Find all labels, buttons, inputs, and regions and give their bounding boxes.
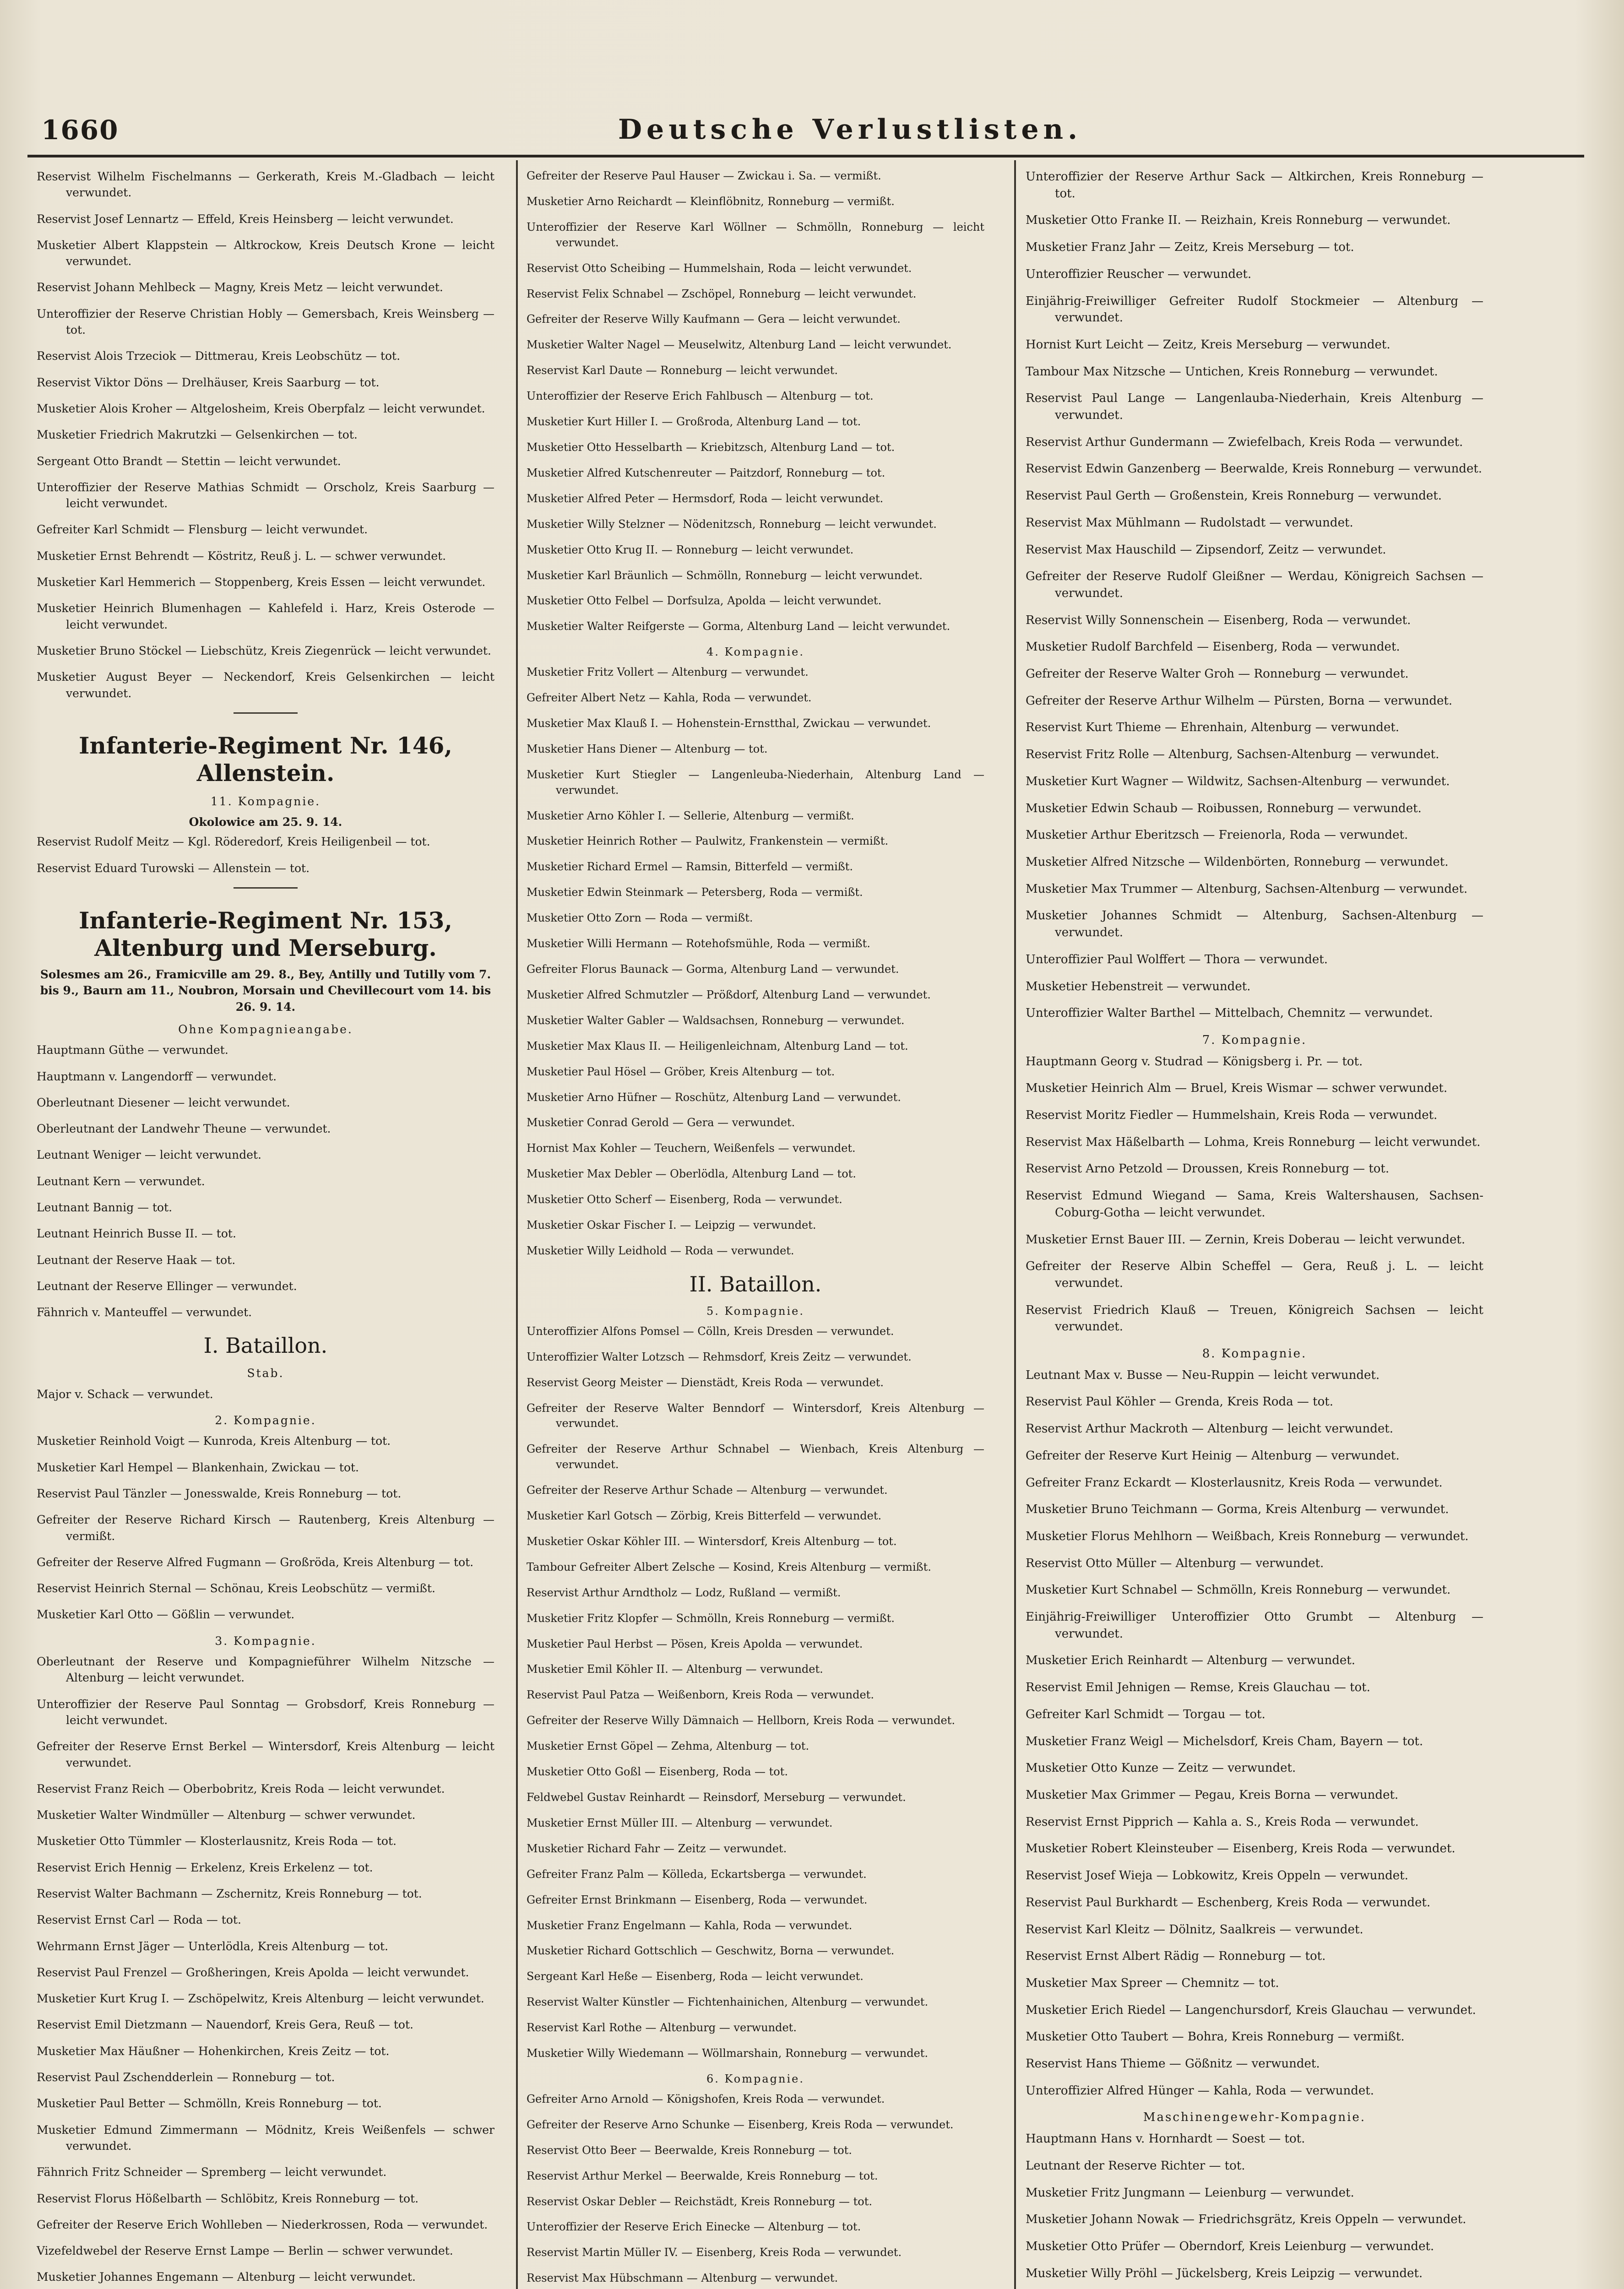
casualty-entry: Reservist Josef Lennartz — Effeld, Kreis Heinsberg — leicht verwundet. (37, 212, 454, 226)
casualty-entry: Musketier Alfred Nitzsche — Wildenbörten, Ronneburg — verwundet. (1026, 855, 1449, 869)
casualty-entry: Reservist Emil Jehnigen — Remse, Kreis Glauchau — tot. (1026, 1681, 1370, 1695)
casualty-entry: Musketier Walter Reifgerste — Gorma, Altenburg Land — leicht verwundet. (527, 620, 951, 633)
entry-list (37, 1042, 494, 1320)
casualty-entry: Reservist Arthur Mackroth — Altenburg — leicht verwundet. (1026, 1422, 1393, 1436)
casualty-entry: Reservist Paul Patza — Weißenborn, Kreis Roda — verwundet. (527, 1688, 874, 1702)
casualty-entry: Unteroffizier der Reserve Erich Fahlbusch — Altenburg — tot. (527, 390, 874, 403)
casualty-entry: Reservist Arthur Merkel — Beerwalde, Kreis Ronneburg — tot. (527, 2169, 878, 2182)
casualty-entry: Gefreiter der Reserve Kurt Heinig — Altenburg — verwundet. (1026, 1448, 1400, 1463)
casualty-entry: Musketier Otto Goßl — Eisenberg, Roda — tot. (527, 1765, 788, 1779)
casualty-entry: Musketier Otto Zorn — Roda — vermißt. (527, 911, 753, 925)
casualty-entry: Musketier Edmund Zimmermann — Mödnitz, Kreis Weißenfels — schwer verwundet. (37, 2123, 494, 2153)
casualty-entry: Musketier Johannes Schmidt — Altenburg, Sachsen-Altenburg — verwundet. (1026, 909, 1483, 940)
casualty-entry: Reservist Florus Hößelbarth — Schlöbitz, Kreis Ronneburg — tot. (37, 2191, 419, 2205)
casualty-entry: Unteroffizier der Reserve Erich Einecke — Altenburg — tot. (527, 2220, 861, 2234)
casualty-entry: Musketier Heinrich Alm — Bruel, Kreis Wismar — schwer verwundet. (1026, 1081, 1448, 1096)
casualty-entry: Reservist Rudolf Meitz — Kgl. Röderedorf, Kreis Heiligenbeil — tot. (37, 835, 430, 849)
casualty-entry: Reservist Paul Köhler — Grenda, Kreis Roda — tot. (1026, 1395, 1334, 1409)
casualty-entry: Reservist Max Hübschmann — Altenburg — verwundet. (527, 2272, 838, 2285)
company-heading: 6. Kompagnie. (706, 2072, 805, 2085)
page-header (27, 110, 1584, 160)
casualty-entry: Gefreiter der Reserve Richard Kirsch — Rautenberg, Kreis Altenburg — vermißt. (37, 1513, 494, 1543)
casualty-entry: Musketier Max Häußner — Hohenkirchen, Kreis Zeitz — tot. (37, 2044, 390, 2058)
casualty-entry: Musketier Alfred Peter — Hermsdorf, Roda — leicht verwundet. (527, 492, 884, 505)
casualty-entry: Musketier Friedrich Makrutzki — Gelsenkirchen — tot. (37, 428, 358, 442)
casualty-entry: Musketier Otto Tümmler — Klosterlausnitz, Kreis Roda — tot. (37, 1834, 396, 1848)
casualty-entry: Musketier Karl Bräunlich — Schmölln, Ronneburg — leicht verwundet. (527, 569, 923, 582)
battle-heading: Solesmes am 26., Framicville am 29. 8., Bey, Antilly und Tutilly vom 7. bis 9., Baurn am 11., Noubron, Morsain und Chevillecourt vom 14. bis 26. 9. 14. (40, 968, 491, 1014)
casualty-entry: Musketier Reinhold Voigt — Kunroda, Kreis Altenburg — tot. (37, 1434, 391, 1448)
company-heading: Maschinengewehr-Kompagnie. (1143, 2110, 1366, 2125)
casualty-entry: Reservist Josef Wieja — Lobkowitz, Kreis Oppeln — verwundet. (1026, 1869, 1408, 1883)
casualty-entry: Hauptmann Georg v. Studrad — Königsberg i. Pr. — tot. (1026, 1054, 1363, 1069)
casualty-entry: Musketier Otto Scherf — Eisenberg, Roda — verwundet. (527, 1193, 842, 1206)
regiment-title: Infanterie-Regiment Nr. 146, Allenstein. (79, 732, 452, 787)
casualty-entry: Musketier Ernst Behrendt — Köstritz, Reuß j. L. — schwer verwundet. (37, 549, 446, 563)
casualty-entry: Sergeant Otto Brandt — Stettin — leicht verwundet. (37, 454, 341, 468)
casualty-entry: Musketier Willy Wiedemann — Wöllmarshain, Ronneburg — verwundet. (527, 2047, 929, 2060)
column-rule (1014, 160, 1016, 2289)
casualty-entry: Gefreiter der Reserve Arthur Schade — Altenburg — verwundet. (527, 1484, 888, 1497)
casualty-entry: Unteroffizier der Reserve Paul Sonntag — Grobsdorf, Kreis Ronneburg — leicht verwundet. (37, 1697, 494, 1727)
entry-list (527, 1324, 984, 2061)
casualty-entry: Musketier Karl Gotsch — Zörbig, Kreis Bitterfeld — verwundet. (527, 1509, 882, 1523)
casualty-entry: Hauptmann Güthe — verwundet. (37, 1043, 228, 1057)
casualty-entry: Musketier Albert Klappstein — Altkrockow, Kreis Deutsch Krone — leicht verwundet. (37, 238, 494, 268)
casualty-entry: Reservist Moritz Fiedler — Hummelshain, Kreis Roda — verwundet. (1026, 1108, 1438, 1123)
entry-list (527, 665, 984, 1259)
header-rule (27, 155, 1584, 157)
entry-list (37, 1654, 494, 2289)
casualty-entry: Musketier Erich Riedel — Langenchursdorf, Kreis Glauchau — verwundet. (1026, 2003, 1476, 2017)
casualty-entry: Musketier Paul Herbst — Pösen, Kreis Apolda — verwundet. (527, 1637, 863, 1650)
casualty-entry: Gefreiter der Reserve Ernst Berkel — Wintersdorf, Kreis Altenburg — leicht verwundet. (37, 1740, 494, 1769)
entry-list (37, 168, 494, 701)
casualty-entry: Gefreiter der Reserve Walter Groh — Ronneburg — verwundet. (1026, 667, 1409, 681)
casualty-entry: Reservist Heinrich Sternal — Schönau, Kreis Leobschütz — vermißt. (37, 1582, 435, 1595)
casualty-entry: Gefreiter Karl Schmidt — Torgau — tot. (1026, 1707, 1266, 1721)
casualty-entry: Reservist Friedrich Klauß — Treuen, Königreich Sachsen — leicht verwundet. (1026, 1303, 1483, 1334)
casualty-entry: Reservist Arthur Arndtholz — Lodz, Rußland — vermißt. (527, 1586, 841, 1599)
casualty-entry: Reservist Ernst Pipprich — Kahla a. S., Kreis Roda — verwundet. (1026, 1815, 1419, 1829)
casualty-entry: Musketier Bruno Stöckel — Liebschütz, Kreis Ziegenrück — leicht verwundet. (37, 644, 491, 657)
casualty-entry: Leutnant der Reserve Ellinger — verwundet. (37, 1279, 297, 1293)
casualty-entry: Reservist Arno Petzold — Droussen, Kreis Ronneburg — tot. (1026, 1162, 1390, 1176)
casualty-entry: Musketier Edwin Steinmark — Petersberg, Roda — vermißt. (527, 886, 863, 899)
casualty-entry: Musketier Max Grimmer — Pegau, Kreis Borna — verwundet. (1026, 1788, 1399, 1802)
casualty-entry: Musketier Arthur Eberitzsch — Freienorla, Roda — verwundet. (1026, 828, 1408, 842)
casualty-entry: Musketier Otto Kunze — Zeitz — verwundet. (1026, 1761, 1296, 1775)
casualty-entry: Musketier Franz Weigl — Michelsdorf, Kreis Cham, Bayern — tot. (1026, 1734, 1423, 1748)
casualty-entry: Tambour Gefreiter Albert Zelsche — Kosind, Kreis Altenburg — vermißt. (527, 1560, 931, 1573)
casualty-entry: Hornist Kurt Leicht — Zeitz, Kreis Merseburg — verwundet. (1026, 337, 1390, 352)
casualty-entry: Gefreiter der Reserve Willy Dämnaich — Hellborn, Kreis Roda — verwundet. (527, 1714, 955, 1727)
casualty-entry: Reservist Fritz Rolle — Altenburg, Sachsen-Altenburg — verwundet. (1026, 748, 1439, 762)
casualty-entry: Musketier Conrad Gerold — Gera — verwundet. (527, 1116, 795, 1129)
journal-title: Deutsche Verlustlisten. (618, 114, 1082, 146)
casualty-entry: Reservist Walter Bachmann — Zschernitz, Kreis Ronneburg — tot. (37, 1887, 422, 1900)
casualty-entry: Gefreiter der Reserve Arno Schunke — Eisenberg, Kreis Roda — verwundet. (527, 2118, 954, 2131)
casualty-entry: Musketier Otto Franke II. — Reizhain, Kreis Ronneburg — verwundet. (1026, 213, 1451, 228)
casualty-entry: Gefreiter Franz Palm — Kölleda, Eckartsberga — verwundet. (527, 1867, 867, 1881)
entry-list (37, 1433, 494, 1622)
casualty-entry: Gefreiter der Reserve Paul Hauser — Zwickau i. Sa. — vermißt. (527, 169, 881, 182)
casualty-entry: Reservist Paul Zschendderlein — Ronneburg — tot. (37, 2071, 335, 2084)
casualty-entry: Musketier Walter Nagel — Meuselwitz, Altenburg Land — leicht verwundet. (527, 338, 952, 352)
casualty-entry: Gefreiter der Reserve Albin Scheffel — Gera, Reuß j. L. — leicht verwundet. (1026, 1259, 1483, 1290)
casualty-entry: Musketier Arno Hüfner — Roschütz, Altenburg Land — verwundet. (527, 1090, 901, 1104)
casualty-entry: Leutnant Heinrich Busse II. — tot. (37, 1227, 236, 1241)
casualty-entry: Musketier Edwin Schaub — Roibussen, Ronneburg — verwundet. (1026, 801, 1422, 815)
casualty-entry: Leutnant Bannig — tot. (37, 1200, 173, 1214)
battle-heading: Okolowice am 25. 9. 14. (189, 815, 342, 829)
casualty-entry: Reservist Franz Reich — Oberbobritz, Kreis Roda — leicht verwundet. (37, 1782, 445, 1795)
casualty-entry: Leutnant der Reserve Richter — tot. (1026, 2159, 1245, 2173)
casualty-entry: Reservist Karl Rothe — Altenburg — verwundet. (527, 2021, 797, 2034)
casualty-entry: Reservist Paul Frenzel — Großheringen, Kreis Apolda — leicht verwundet. (37, 1965, 469, 1979)
casualty-entry: Musketier Otto Felbel — Dorfsulza, Apolda — leicht verwundet. (527, 594, 882, 608)
casualty-entry: Musketier Ernst Müller III. — Altenburg — verwundet. (527, 1816, 833, 1829)
casualty-entry: Musketier Florus Mehlhorn — Weißbach, Kreis Ronneburg — verwundet. (1026, 1529, 1469, 1543)
casualty-entry: Reservist Ernst Carl — Roda — tot. (37, 1913, 241, 1927)
casualty-entry: Musketier Heinrich Blumenhagen — Kahlefeld i. Harz, Kreis Osterode — leicht verwundet. (37, 602, 494, 631)
casualty-entry: Gefreiter der Reserve Alfred Fugmann — Großröda, Kreis Altenburg — tot. (37, 1555, 474, 1569)
casualty-entry: Musketier Erich Reinhardt — Altenburg — verwundet. (1026, 1654, 1355, 1668)
casualty-entry: Hauptmann Hans v. Hornhardt — Soest — tot. (1026, 2132, 1305, 2146)
column-2 (527, 168, 984, 2289)
casualty-entry: Musketier Emil Köhler II. — Altenburg — verwundet. (527, 1663, 823, 1676)
casualty-entry: Unteroffizier der Reserve Arthur Sack — Altkirchen, Kreis Ronneburg — tot. (1026, 170, 1483, 201)
casualty-entry: Musketier Max Trummer — Altenburg, Sachsen-Altenburg — verwundet. (1026, 882, 1468, 896)
casualty-entry: Unteroffizier der Reserve Karl Wöllner — Schmölln, Ronneburg — leicht verwundet. (527, 220, 984, 249)
casualty-entry: Feldwebel Gustav Reinhardt — Reinsdorf, Merseburg — verwundet. (527, 1791, 906, 1804)
casualty-entry: Reservist Otto Beer — Beerwalde, Kreis Ronneburg — tot. (527, 2143, 852, 2157)
casualty-entry: Musketier Kurt Hiller I. — Großroda, Altenburg Land — tot. (527, 415, 861, 429)
battalion-heading: II. Bataillon. (689, 1271, 822, 1296)
casualty-entry: Leutnant Kern — verwundet. (37, 1174, 205, 1188)
casualty-entry: Gefreiter der Reserve Rudolf Gleißner — Werdau, Königreich Sachsen — verwundet. (1026, 570, 1483, 600)
casualty-entry: Musketier Willi Hermann — Rotehofsmühle, Roda — vermißt. (527, 937, 870, 950)
casualty-entry: Musketier Walter Windmüller — Altenburg — schwer verwundet. (37, 1808, 416, 1822)
casualty-entry: Gefreiter Florus Baunack — Gorma, Altenburg Land — verwundet. (527, 963, 899, 976)
casualty-entry: Wehrmann Ernst Jäger — Unterlödla, Kreis Altenburg — tot. (37, 1939, 388, 1953)
casualty-entry: Musketier Paul Hösel — Gröber, Kreis Altenburg — tot. (527, 1065, 835, 1078)
casualty-entry: Musketier Karl Otto — Gößlin — verwundet. (37, 1608, 295, 1622)
casualty-entry: Musketier Kurt Wagner — Wildwitz, Sachsen-Altenburg — verwundet. (1026, 774, 1450, 788)
casualty-entry: Musketier Franz Engelmann — Kahla, Roda — verwundet. (527, 1919, 853, 1932)
casualty-entry: Tambour Max Nitzsche — Untichen, Kreis Ronneburg — verwundet. (1026, 364, 1438, 379)
casualty-entry: Hornist Max Kohler — Teuchern, Weißenfels — verwundet. (527, 1142, 856, 1155)
casualty-entry: Unteroffizier der Reserve Mathias Schmidt — Orscholz, Kreis Saarburg — leicht verwundet. (37, 480, 494, 510)
entry-list (527, 168, 984, 635)
casualty-entry: Reservist Paul Tänzler — Jonesswalde, Kreis Ronneburg — tot. (37, 1486, 402, 1500)
casualty-entry: Unteroffizier Alfred Hünger — Kahla, Roda — verwundet. (1026, 2083, 1374, 2098)
page-number: 1660 (41, 114, 119, 146)
entry-list (37, 1386, 494, 1402)
company-heading: 8. Kompagnie. (1202, 1347, 1307, 1361)
casualty-entry: Reservist Otto Scheibing — Hummelshain, Roda — leicht verwundet. (527, 261, 912, 275)
regiment-title: Infanterie-Regiment Nr. 153, Altenburg und Merseburg. (79, 907, 452, 962)
casualty-entry: Musketier Otto Taubert — Bohra, Kreis Ronneburg — vermißt. (1026, 2030, 1405, 2044)
casualty-entry: Reservist Emil Dietzmann — Nauendorf, Kreis Gera, Reuß — tot. (37, 2018, 413, 2032)
casualty-entry: Musketier Walter Gabler — Waldsachsen, Ronneburg — verwundet. (527, 1014, 905, 1027)
casualty-entry: Gefreiter Karl Schmidt — Flensburg — leicht verwundet. (37, 523, 368, 537)
casualty-entry: Reservist Otto Müller — Altenburg — verwundet. (1026, 1556, 1324, 1570)
casualty-entry: Musketier Kurt Stiegler — Langenleuba-Niederhain, Altenburg Land — verwundet. (527, 768, 984, 797)
casualty-entry: Gefreiter Ernst Brinkmann — Eisenberg, Roda — verwundet. (527, 1893, 868, 1906)
casualty-entry: Musketier Ernst Göpel — Zehma, Altenburg — tot. (527, 1740, 809, 1753)
casualty-entry: Gefreiter Arno Arnold — Königshofen, Kreis Roda — verwundet. (527, 2092, 885, 2105)
casualty-entry: Reservist Viktor Döns — Drelhäuser, Kreis Saarburg — tot. (37, 375, 380, 389)
casualty-entry: Musketier Hebenstreit — verwundet. (1026, 979, 1251, 993)
casualty-entry: Musketier Willy Stelzner — Nödenitzsch, Ronneburg — leicht verwundet. (527, 517, 937, 531)
casualty-entry: Fähnrich Fritz Schneider — Spremberg — leicht verwundet. (37, 2165, 387, 2179)
casualty-entry: Reservist Edwin Ganzenberg — Beerwalde, Kreis Ronneburg — verwundet. (1026, 462, 1483, 476)
casualty-entry: Gefreiter der Reserve Arthur Schnabel — Wienbach, Kreis Altenburg — verwundet. (527, 1443, 984, 1471)
casualty-entry: Unteroffizier Paul Wolffert — Thora — verwundet. (1026, 952, 1328, 966)
casualty-entry: Musketier Karl Hemmerich — Stoppenberg, Kreis Essen — leicht verwundet. (37, 575, 486, 589)
casualty-entry: Musketier Fritz Jungmann — Leienburg — verwundet. (1026, 2186, 1354, 2200)
casualty-entry: Musketier Oskar Köhler III. — Wintersdorf, Kreis Altenburg — tot. (527, 1535, 897, 1548)
casualty-entry: Reservist Wilhelm Fischelmanns — Gerkerath, Kreis M.-Gladbach — leicht verwundet. (37, 170, 494, 200)
company-heading: 11. Kompagnie. (210, 794, 321, 808)
casualty-entry: Musketier Willy Pröhl — Jückelsberg, Kreis Leipzig — verwundet. (1026, 2266, 1423, 2280)
company-heading: 5. Kompagnie. (706, 1304, 805, 1318)
entry-list (37, 834, 494, 876)
casualty-entry: Musketier Richard Ermel — Ramsin, Bitterfeld — vermißt. (527, 860, 853, 873)
casualty-entry: Musketier Max Klauß I. — Hohenstein-Ernstthal, Zwickau — verwundet. (527, 716, 931, 730)
casualty-entry: Musketier Arno Köhler I. — Sellerie, Altenburg — vermißt. (527, 809, 854, 822)
casualty-entry: Reservist Arthur Gundermann — Zwiefelbach, Kreis Roda — verwundet. (1026, 435, 1463, 449)
casualty-entry: Oberleutnant der Landwehr Theune — verwundet. (37, 1122, 331, 1136)
casualty-entry: Musketier Heinrich Rother — Paulwitz, Frankenstein — vermißt. (527, 835, 889, 848)
casualty-entry: Reservist Georg Meister — Dienstädt, Kreis Roda — verwundet. (527, 1376, 884, 1389)
casualty-entry: Musketier Arno Reichardt — Kleinflöbnitz, Ronneburg — vermißt. (527, 195, 895, 208)
company-heading: 7. Kompagnie. (1202, 1033, 1307, 1047)
column-3 (1026, 168, 1483, 2289)
company-heading: Stab. (247, 1367, 284, 1380)
casualty-entry: Musketier Johann Nowak — Friedrichsgrätz, Kreis Oppeln — verwundet. (1026, 2213, 1466, 2227)
casualty-entry: Musketier Otto Krug II. — Ronneburg — leicht verwundet. (527, 543, 854, 556)
casualty-entry: Reservist Johann Mehlbeck — Magny, Kreis Metz — leicht verwundet. (37, 281, 443, 294)
casualty-entry: Gefreiter der Reserve Arthur Wilhelm — Pürsten, Borna — verwundet. (1026, 694, 1453, 708)
casualty-entry: Reservist Paul Lange — Langenlauba-Niederhain, Kreis Altenburg — verwundet. (1026, 391, 1483, 423)
casualty-entry: Reservist Paul Burkhardt — Eschenberg, Kreis Roda — verwundet. (1026, 1895, 1431, 1909)
section-divider (234, 712, 298, 714)
entry-list (527, 2092, 984, 2289)
casualty-entry: Reservist Max Hauschild — Zipsendorf, Zeitz — verwundet. (1026, 542, 1386, 557)
casualty-entry: Reservist Martin Müller IV. — Eisenberg, Kreis Roda — verwundet. (527, 2246, 902, 2259)
casualty-entry: Gefreiter der Reserve Willy Kaufmann — Gera — leicht verwundet. (527, 313, 901, 326)
casualty-entry: Gefreiter Albert Netz — Kahla, Roda — verwundet. (527, 691, 812, 705)
casualty-entry: Reservist Felix Schnabel — Zschöpel, Ronneburg — leicht verwundet. (527, 287, 917, 300)
casualty-entry: Leutnant Weniger — leicht verwundet. (37, 1148, 261, 1162)
casualty-entry: Musketier Max Spreer — Chemnitz — tot. (1026, 1976, 1279, 1990)
casualty-entry: Musketier Alfred Schmutzler — Prößdorf, Altenburg Land — verwundet. (527, 988, 931, 1001)
casualty-entry: Gefreiter der Reserve Walter Benndorf — Wintersdorf, Kreis Altenburg — verwundet. (527, 1401, 984, 1430)
casualty-entry: Unteroffizier Walter Barthel — Mittelbach, Chemnitz — verwundet. (1026, 1006, 1433, 1020)
section-divider (234, 887, 298, 889)
casualty-entry: Oberleutnant der Reserve und Kompagnieführer Wilhelm Nitzsche — Altenburg — leicht verwundet. (37, 1655, 494, 1685)
casualty-entry: Musketier Franz Jahr — Zeitz, Kreis Merseburg — tot. (1026, 240, 1354, 255)
casualty-entry: Leutnant der Reserve Haak — tot. (37, 1253, 236, 1267)
company-heading: 2. Kompagnie. (215, 1414, 316, 1427)
casualty-entry: Musketier Bruno Teichmann — Gorma, Kreis Altenburg — verwundet. (1026, 1502, 1449, 1517)
company-heading: 4. Kompagnie. (706, 645, 805, 659)
casualty-entry: Musketier Kurt Krug I. — Zschöpelwitz, Kreis Altenburg — leicht verwundet. (37, 1992, 484, 2006)
casualty-entry: Reservist Hans Thieme — Gößnitz — verwundet. (1026, 2057, 1320, 2071)
casualty-entry: Musketier Paul Better — Schmölln, Kreis Ronneburg — tot. (37, 2097, 382, 2110)
casualty-entry: Unteroffizier der Reserve Christian Hobly — Gemersbach, Kreis Weinsberg — tot. (37, 307, 494, 337)
casualty-entry: Reservist Edmund Wiegand — Sama, Kreis Waltershausen, Sachsen-Coburg-Gotha — leicht verwundet. (1026, 1189, 1483, 1220)
casualty-entry: Fähnrich v. Manteuffel — verwundet. (37, 1306, 252, 1319)
casualty-entry: Reservist Karl Kleitz — Dölnitz, Saalkreis — verwundet. (1026, 1922, 1363, 1936)
entry-list (1026, 1053, 1483, 1335)
casualty-entry: Reservist Max Häßelbarth — Lohma, Kreis Ronneburg — leicht verwundet. (1026, 1135, 1481, 1149)
casualty-entry: Musketier Hans Diener — Altenburg — tot. (527, 742, 768, 755)
battalion-heading: I. Bataillon. (203, 1333, 328, 1358)
casualty-entry: Oberleutnant Diesener — leicht verwundet. (37, 1096, 290, 1109)
casualty-entry: Musketier Otto Prüfer — Oberndorf, Kreis Leienburg — verwundet. (1026, 2239, 1434, 2253)
entry-list (1026, 1367, 1483, 2099)
casualty-entry: Reservist Eduard Turowski — Allenstein — tot. (37, 861, 310, 875)
casualty-entry: Musketier Otto Hesselbarth — Kriebitzsch, Altenburg Land — tot. (527, 440, 895, 454)
casualty-entry: Musketier Richard Fahr — Zeitz — verwundet. (527, 1842, 787, 1855)
casualty-entry: Reservist Max Mühlmann — Rudolstadt — verwundet. (1026, 515, 1353, 530)
casualty-entry: Reservist Kurt Thieme — Ehrenhain, Altenburg — verwundet. (1026, 721, 1400, 735)
casualty-entry: Musketier Willy Leidhold — Roda — verwundet. (527, 1244, 794, 1257)
casualty-entry: Musketier Richard Gottschlich — Geschwitz, Borna — verwundet. (527, 1944, 895, 1958)
casualty-entry: Reservist Ernst Albert Rädig — Ronneburg — tot. (1026, 1949, 1326, 1964)
casualty-entry: Musketier Rudolf Barchfeld — Eisenberg, Roda — verwundet. (1026, 640, 1400, 654)
casualty-entry: Gefreiter Franz Eckardt — Klosterlausnitz, Kreis Roda — verwundet. (1026, 1475, 1443, 1490)
casualty-entry: Major v. Schack — verwundet. (37, 1387, 213, 1401)
entry-list (1026, 2131, 1483, 2289)
casualty-entry: Musketier August Beyer — Neckendorf, Kreis Gelsenkirchen — leicht verwundet. (37, 670, 494, 700)
casualty-entry: Reservist Alois Trzeciok — Dittmerau, Kreis Leobschütz — tot. (37, 349, 401, 363)
casualty-entry: Musketier Max Klaus II. — Heiligenleichnam, Altenburg Land — tot. (527, 1039, 908, 1052)
casualty-entry: Musketier Alois Kroher — Altgelosheim, Kreis Oberpfalz — leicht verwundet. (37, 401, 485, 415)
casualty-entry: Musketier Alfred Kutschenreuter — Paitzdorf, Ronneburg — tot. (527, 466, 885, 479)
casualty-entry: Gefreiter der Reserve Erich Wohlleben — Niederkrossen, Roda — verwundet. (37, 2218, 488, 2231)
casualty-entry: Musketier Ernst Bauer III. — Zernin, Kreis Doberau — leicht verwundet. (1026, 1232, 1466, 1247)
casualty-entry: Sergeant Karl Heße — Eisenberg, Roda — leicht verwundet. (527, 1970, 864, 1983)
entry-list (1026, 168, 1483, 1022)
casualty-entry: Reservist Paul Gerth — Großenstein, Kreis Ronneburg — verwundet. (1026, 489, 1442, 503)
company-heading: Ohne Kompagnieangabe. (178, 1022, 353, 1036)
casualty-entry: Musketier Oskar Fischer I. — Leipzig — verwundet. (527, 1219, 816, 1232)
casualty-entry: Musketier Fritz Klopfer — Schmölln, Kreis Ronneburg — vermißt. (527, 1611, 895, 1625)
casualty-entry: Einjährig-Freiwilliger Unteroffizier Otto Grumbt — Altenburg — verwundet. (1026, 1610, 1483, 1641)
column-1 (37, 168, 494, 2289)
casualty-entry: Musketier Fritz Vollert — Altenburg — verwundet. (527, 666, 809, 679)
casualty-entry: Reservist Karl Daute — Ronneburg — leicht verwundet. (527, 364, 838, 377)
casualty-entry: Hauptmann v. Langendorff — verwundet. (37, 1069, 277, 1083)
casualty-entry: Musketier Robert Kleinsteuber — Eisenberg, Kreis Roda — verwundet. (1026, 1842, 1456, 1856)
casualty-entry: Unteroffizier Walter Lotzsch — Rehmsdorf, Kreis Zeitz — verwundet. (527, 1350, 912, 1363)
company-heading: 3. Kompagnie. (215, 1634, 316, 1648)
casualty-entry: Unteroffizier Alfons Pomsel — Cölln, Kreis Dresden — verwundet. (527, 1324, 894, 1338)
casualty-entry: Leutnant Max v. Busse — Neu-Ruppin — leicht verwundet. (1026, 1368, 1380, 1382)
casualty-entry: Einjährig-Freiwilliger Gefreiter Rudolf Stockmeier — Altenburg — verwundet. (1026, 294, 1483, 325)
casualty-entry: Vizefeldwebel der Reserve Ernst Lampe — Berlin — schwer verwundet. (37, 2244, 453, 2258)
casualty-entry: Musketier Johannes Engemann — Altenburg — leicht verwundet. (37, 2270, 416, 2284)
casualty-entry: Reservist Walter Künstler — Fichtenhainichen, Altenburg — verwundet. (527, 1996, 929, 2009)
casualty-entry: Musketier Karl Hempel — Blankenhain, Zwickau — tot. (37, 1460, 359, 1474)
casualty-entry: Musketier Kurt Schnabel — Schmölln, Kreis Ronneburg — verwundet. (1026, 1583, 1451, 1597)
casualty-entry: Reservist Erich Hennig — Erkelenz, Kreis Erkelenz — tot. (37, 1860, 373, 1874)
casualty-entry: Musketier Max Debler — Oberlödla, Altenburg Land — tot. (527, 1167, 856, 1181)
casualty-entry: Reservist Oskar Debler — Reichstädt, Kreis Ronneburg — tot. (527, 2195, 872, 2208)
casualty-entry: Reservist Willy Sonnenschein — Eisenberg, Roda — verwundet. (1026, 613, 1411, 627)
column-rule (516, 160, 518, 2289)
casualty-entry: Unteroffizier Reuscher — verwundet. (1026, 267, 1252, 281)
